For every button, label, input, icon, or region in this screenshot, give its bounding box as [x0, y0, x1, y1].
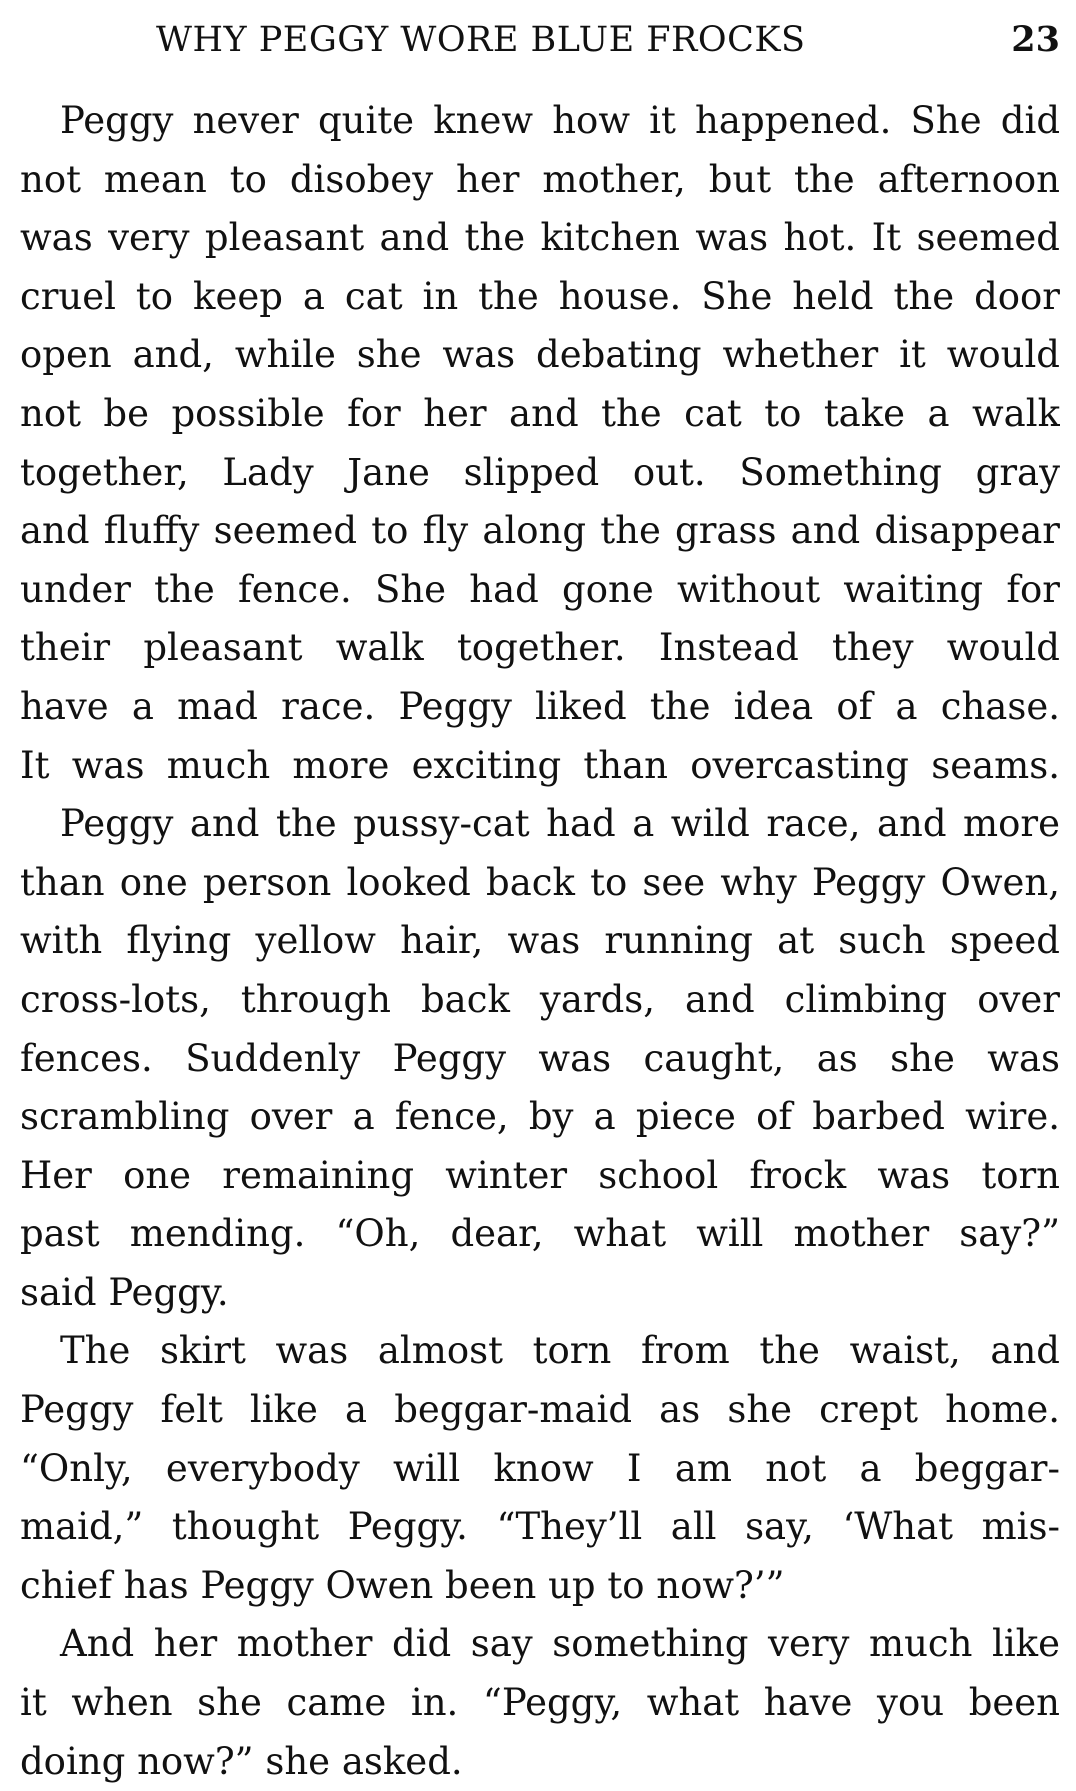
paragraph-1	[20, 92, 1060, 795]
text-line: Peggy and the pussy-cat had a wild race, and more	[60, 802, 1060, 846]
running-title: WHY PEGGY WORE BLUE FROCKS	[156, 20, 806, 60]
text-line: Peggy felt like a beggar-maid as she crept home.	[20, 1388, 1060, 1432]
text-line: and fluffy seemed to fly along the grass and disappear	[20, 509, 1060, 553]
text-line: not be possible for her and the cat to take a walk	[20, 391, 1060, 435]
text-line: cross-lots, through back yards, and climbing over	[20, 977, 1060, 1021]
text-line: was very pleasant and the kitchen was hot. It seemed	[20, 216, 1060, 260]
text-line: chief has Peggy Owen been up to now?’”	[20, 1563, 785, 1607]
text-line: have a mad race. Peggy liked the idea of a chase.	[20, 684, 1060, 728]
paragraph-2	[20, 795, 1060, 1322]
text-line: Peggy never quite knew how it happened. She did	[60, 99, 1060, 142]
page-number: 23	[1011, 19, 1060, 60]
text-line: And her mother did say something very much like	[60, 1622, 1060, 1666]
text-line: The skirt was almost torn from the waist, and	[60, 1329, 1060, 1373]
running-head	[20, 18, 1060, 62]
text-line: past mending. “Oh, dear, what will mother say?”	[20, 1212, 1060, 1256]
text-line: than one person looked back to see why Peggy Owen,	[20, 860, 1060, 904]
text-line: “Only, everybody will know I am not a beggar-	[20, 1446, 1060, 1490]
text-line: cruel to keep a cat in the house. She held the door	[20, 274, 1060, 318]
paragraph-3	[20, 1322, 1060, 1615]
text-line: Her one remaining winter school frock was torn	[20, 1153, 1060, 1197]
text-line: fences. Suddenly Peggy was caught, as she was	[20, 1036, 1060, 1080]
text-line: said Peggy.	[20, 1270, 229, 1314]
text-line: maid,” thought Peggy. “They’ll all say, ‘What mis-	[20, 1505, 1060, 1549]
body-text	[20, 92, 1060, 1791]
text-line: open and, while she was debating whether it would	[20, 333, 1060, 377]
text-line: scrambling over a fence, by a piece of barbed wire.	[20, 1095, 1060, 1139]
text-line: It was much more exciting than overcasting seams.	[20, 743, 1060, 787]
text-line: with flying yellow hair, was running at such speed	[20, 919, 1060, 963]
text-line: under the fence. She had gone without waiting for	[20, 567, 1060, 611]
book-page	[20, 0, 1060, 1783]
text-line: their pleasant walk together. Instead they would	[20, 626, 1060, 670]
paragraph-4	[20, 1615, 1060, 1791]
text-line: not mean to disobey her mother, but the afternoon	[20, 157, 1060, 201]
text-line: together, Lady Jane slipped out. Something gray	[20, 450, 1060, 494]
text-line: doing now?” she asked.	[20, 1739, 463, 1783]
text-line: it when she came in. “Peggy, what have you been	[20, 1681, 1060, 1725]
